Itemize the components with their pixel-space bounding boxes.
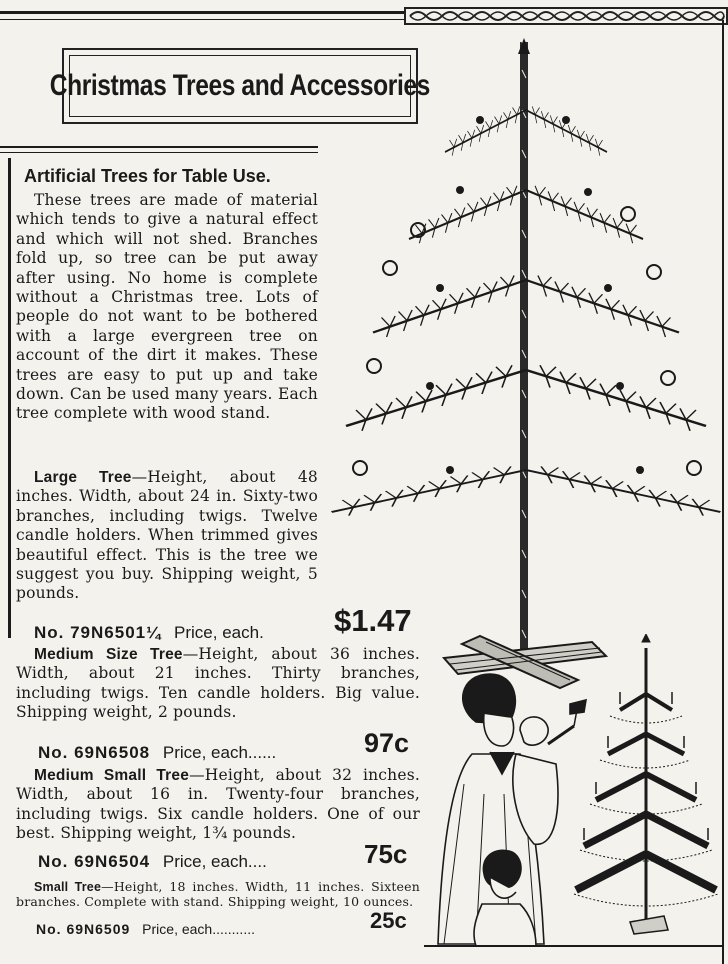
product-large-name: Large Tree	[34, 469, 132, 486]
product-medium-small-name: Medium Small Tree	[34, 767, 190, 784]
product-medium-order	[38, 743, 276, 763]
top-rule	[0, 11, 404, 14]
product-small-price-label: Price, each...........	[142, 921, 255, 937]
product-medium-catalog-no: No. 69N6508	[38, 743, 151, 762]
section-heading: Artificial Trees for Table Use.	[24, 166, 271, 186]
product-small-text: —Height, 18 inches. Width, 11 inches. Sixteen branches. Complete with stand. Shipping weight, 10 ounces.	[16, 879, 421, 909]
product-small-catalog-no: No. 69N6509	[36, 921, 131, 937]
top-rule-thin	[0, 19, 404, 20]
product-medium-small-order	[38, 852, 267, 872]
product-medium-price: 97c	[364, 728, 410, 758]
product-medium-price-label: Price, each......	[162, 743, 277, 762]
product-medium-small-price: 75c	[364, 839, 408, 869]
column-rule	[8, 158, 11, 638]
section-rule-thin	[0, 152, 318, 153]
large-tree-illustration	[330, 30, 726, 690]
product-large-catalog-no: No. 79N6501¼	[34, 623, 162, 642]
family-tree-illustration	[424, 634, 724, 948]
product-large-price-label: Price, each.	[174, 623, 264, 642]
intro-text: These trees are made of material which tends to give a natural effect and which will not shed. Branches fold up, so tree can be put away after using. No home is complete without a Christmas tree. Lots of people do not want to be bothered with a large evergreen tree on account of the dirt it makes. These trees are easy to put up and take down. Can be used many years. Each tree complete with wood stand.	[16, 191, 318, 423]
page-title: Christmas Trees and Accessories	[49, 69, 431, 102]
product-large-order	[34, 623, 264, 643]
product-medium-name: Medium Size Tree	[34, 646, 183, 663]
product-medium-small-price-label: Price, each....	[162, 852, 267, 871]
product-large-text: —Height, about 48 inches. Width, about 24 in. Sixty-two branches, including twigs. Twelve candle holders. When trimmed gives beautiful effect. This is the tree we suggest you buy. Shipping weight, 5 pounds.	[16, 468, 318, 603]
product-medium-text: —Height, about 36 inches. Width, about 21 inches. Thirty branches, including twigs. Ten candle holders. Big value. Shipping weight, 2 pounds.	[16, 645, 420, 722]
product-small-name: Small Tree	[34, 880, 102, 894]
ornamental-border	[404, 6, 728, 26]
product-small-description	[16, 880, 420, 908]
product-large-price: $1.47	[334, 603, 412, 638]
product-small-price: 25c	[370, 908, 407, 933]
product-small-order	[36, 921, 255, 937]
product-medium-small-text: —Height, about 32 inches. Width, about 16 in. Twenty-four branches, including twigs. Six candle holders. One of our best. Shipping weight, 1¾ pounds.	[16, 766, 421, 843]
product-medium-small-description	[16, 766, 420, 844]
section-rule	[0, 146, 318, 148]
product-large-description	[16, 468, 318, 604]
product-medium-small-catalog-no: No. 69N6504	[38, 852, 151, 871]
